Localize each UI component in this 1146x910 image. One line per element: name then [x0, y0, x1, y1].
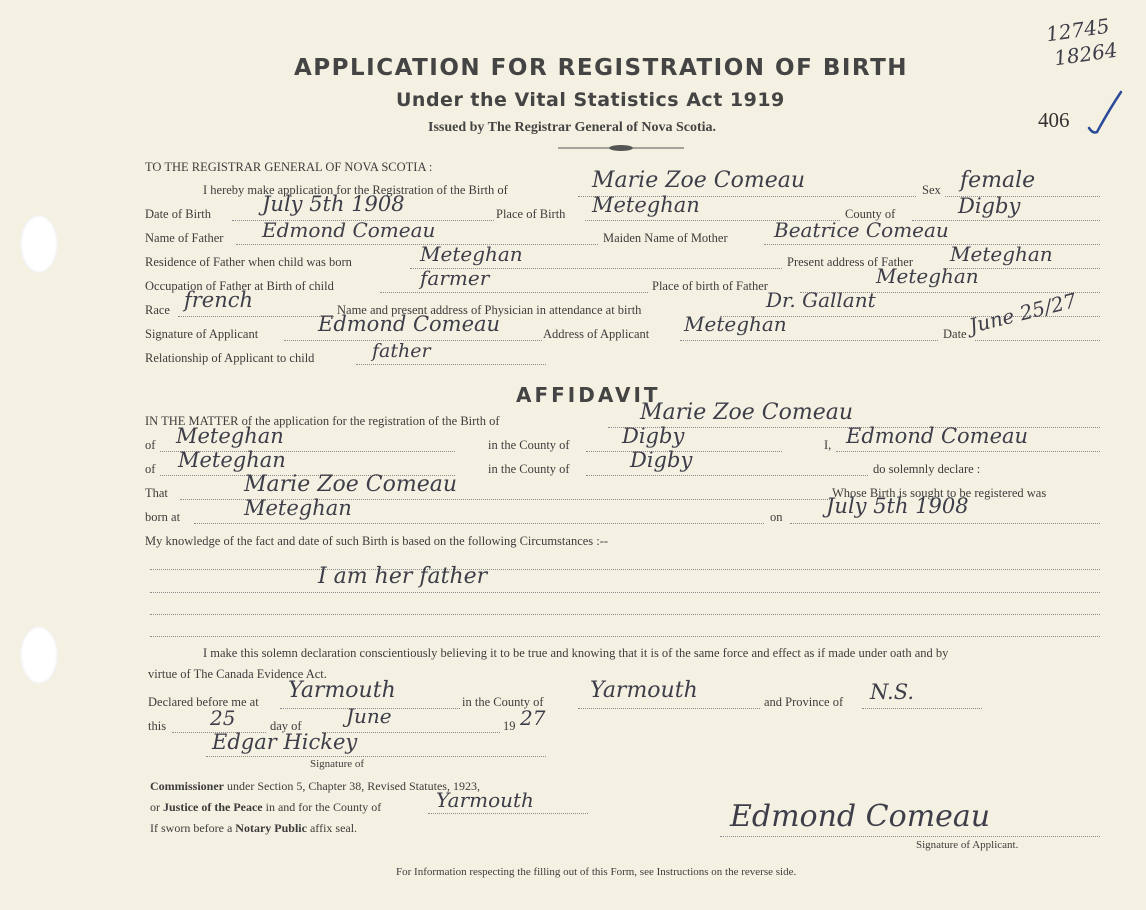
province-line: [862, 708, 982, 709]
province-label: and Province of: [764, 695, 844, 709]
form-title: APPLICATION FOR REGISTRATION OF BIRTH: [294, 55, 909, 81]
race-value: french: [184, 288, 254, 312]
declared-county-label: in the County of: [462, 695, 544, 709]
circumstances-line-3: [150, 614, 1100, 615]
declarant-county-line: [586, 475, 868, 476]
commissioner-line: [150, 779, 480, 794]
born-on-value: July 5th 1908: [826, 494, 969, 518]
address-applicant-line: [680, 340, 938, 341]
maiden-name-mother-label: Maiden Name of Mother: [603, 231, 728, 245]
relationship-line: [356, 364, 546, 365]
day-of-label: day of: [270, 719, 302, 733]
check-mark-icon: [1085, 88, 1125, 138]
declaration-text-line2: virtue of The Canada Evidence Act.: [148, 667, 327, 681]
occupation-father-label: Occupation of Father at Birth of child: [145, 279, 334, 293]
whose-birth-label: Whose Birth is sought to be registered was: [832, 486, 1047, 500]
punch-hole-top: [20, 215, 58, 273]
declaration-text-line1: I make this solemn declaration conscientiously believing it to be true and knowing that it is of the same force and effect as if made under oath and by: [203, 646, 949, 660]
that-label: That: [145, 486, 168, 500]
circumstances-line-2: [150, 592, 1100, 593]
of-label-2: of: [145, 462, 156, 476]
name-of-father-label: Name of Father: [145, 231, 224, 245]
signature-applicant-bottom-label: Signature of Applicant.: [916, 839, 1019, 851]
declared-county-line: [578, 708, 760, 709]
of-label-1: of: [145, 438, 156, 452]
notary-line: [150, 821, 357, 836]
in-county-label-1: in the County of: [488, 438, 570, 452]
declarant-value: Edmond Comeau: [846, 424, 1029, 448]
applicant-signature-value: Edmond Comeau: [318, 312, 501, 336]
official-signature-value: Edgar Hickey: [212, 730, 358, 754]
applicant-signature-bottom: Edmond Comeau: [730, 799, 991, 834]
knowledge-label: My knowledge of the fact and date of such Birth is based on the following Circumstances :--: [145, 534, 609, 548]
signature-applicant-label: Signature of Applicant: [145, 327, 259, 341]
mother-name-value: Beatrice Comeau: [774, 218, 949, 242]
born-at-line: [194, 523, 764, 524]
salutation: TO THE REGISTRAR GENERAL OF NOVA SCOTIA :: [145, 160, 433, 174]
jp-county-line: [428, 813, 588, 814]
issued-by: Issued by The Registrar General of Nova Scotia.: [428, 120, 717, 135]
sex-value: female: [960, 168, 1036, 193]
born-at-value: Meteghan: [244, 496, 352, 520]
father-name-line: [236, 244, 598, 245]
circumstances-line-4: [150, 636, 1100, 637]
affidavit-child-name: Marie Zoe Comeau: [640, 400, 853, 425]
form-subtitle: Under the Vital Statistics Act 1919: [396, 89, 785, 111]
born-at-label: born at: [145, 510, 181, 524]
i-label: I,: [824, 438, 832, 452]
residence-father-label: Residence of Father when child was born: [145, 255, 352, 269]
solemnly-declare-label: do solemnly declare :: [873, 462, 981, 476]
matter-label: IN THE MATTER of the application for the registration of the Birth of: [145, 414, 500, 428]
this-label: this: [148, 719, 167, 733]
place-birth-father-label: Place of birth of Father: [652, 279, 768, 293]
race-line: [178, 316, 334, 317]
county-value: Digby: [958, 194, 1021, 218]
ornament-divider: [556, 143, 686, 153]
corner-number-bottom: 18264: [1052, 37, 1119, 71]
footer-instructions: For Information respecting the filling out of this Form, see Instructions on the reverse side.: [396, 866, 797, 878]
occupation-value: farmer: [420, 266, 490, 290]
declarant-county-value: Digby: [630, 448, 693, 472]
place-of-birth-label: Place of Birth: [496, 207, 566, 221]
occupation-line: [380, 292, 648, 293]
circumstances-line-1: [150, 569, 1100, 570]
date-value: June 25/27: [966, 288, 1079, 338]
date-of-birth-value: July 5th 1908: [262, 192, 405, 216]
month-value: June: [346, 704, 392, 728]
date-of-birth-label: Date of Birth: [145, 207, 211, 221]
relationship-label: Relationship of Applicant to child: [145, 351, 315, 365]
county-label: County of: [845, 207, 896, 221]
residence-father-value: Meteghan: [420, 242, 523, 266]
that-name-value: Marie Zoe Comeau: [244, 472, 457, 497]
born-on-line: [790, 523, 1100, 524]
relationship-value: father: [372, 340, 431, 362]
notary-rest: affix seal.: [309, 821, 358, 835]
jp-line: [150, 800, 381, 815]
day-value: 25: [210, 706, 236, 730]
present-address-value: Meteghan: [950, 242, 1053, 266]
circumstances-value: I am her father: [318, 564, 488, 589]
child-of-value: Meteghan: [176, 424, 284, 448]
declared-county-value: Yarmouth: [590, 678, 698, 703]
official-signature-line: [206, 756, 546, 757]
jp-county-value: Yarmouth: [436, 788, 534, 812]
address-applicant-value: Meteghan: [684, 312, 787, 336]
signature-of-label: Signature of: [310, 758, 365, 770]
date-label: Date: [943, 327, 967, 341]
corner-number-top: 12745: [1044, 13, 1111, 47]
application-label: I hereby make application for the Registration of the Birth of: [203, 183, 508, 197]
affidavit-heading: AFFIDAVIT: [516, 383, 661, 407]
child-name-value: Marie Zoe Comeau: [592, 168, 805, 193]
declarant-of-value: Meteghan: [178, 448, 286, 472]
year-suffix-value: 27: [520, 706, 546, 730]
notary-bold: Notary Public: [235, 821, 307, 835]
year-prefix: 19: [503, 719, 516, 733]
father-name-value: Edmond Comeau: [262, 218, 436, 242]
commissioner-bold: Commissioner: [150, 779, 224, 793]
declarant-line: [836, 451, 1100, 452]
place-birth-father-value: Meteghan: [876, 264, 979, 288]
date-line: [975, 340, 1100, 341]
province-value: N.S.: [870, 680, 915, 704]
jp-bold: Justice of the Peace: [163, 800, 263, 814]
declared-place-value: Yarmouth: [288, 678, 396, 703]
notary-prefix: If sworn before a: [150, 821, 233, 835]
register-stamp-number: 406: [1038, 108, 1070, 132]
commissioner-rest: under Section 5, Chapter 38, Revised Statutes, 1923,: [227, 779, 480, 793]
applicant-signature-line-bottom: [720, 836, 1100, 837]
race-label: Race: [145, 303, 170, 317]
physician-label: Name and present address of Physician in attendance at birth: [337, 303, 642, 317]
punch-hole-bottom: [20, 626, 58, 684]
present-address-father-label: Present address of Father: [787, 255, 914, 269]
physician-value: Dr. Gallant: [766, 288, 876, 312]
jp-prefix: or: [150, 800, 160, 814]
address-applicant-label: Address of Applicant: [543, 327, 650, 341]
jp-rest: in and for the County of: [265, 800, 382, 814]
place-of-birth-value: Meteghan: [592, 193, 700, 217]
declared-before-label: Declared before me at: [148, 695, 259, 709]
child-county-value: Digby: [622, 424, 685, 448]
sex-label: Sex: [922, 183, 941, 197]
in-county-label-2: in the County of: [488, 462, 570, 476]
on-label: on: [770, 510, 783, 524]
